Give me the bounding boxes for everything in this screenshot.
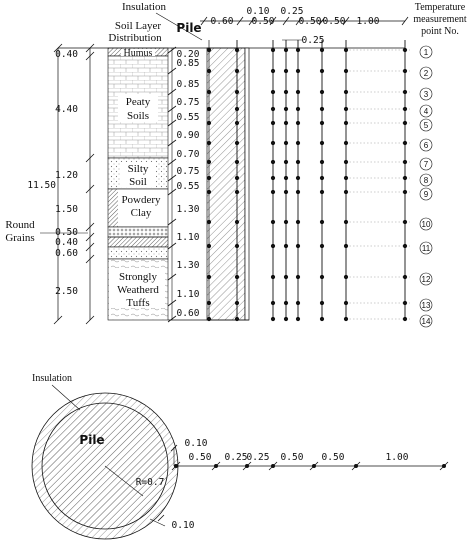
peaty-label-2: Soils: [126, 110, 150, 122]
radius-label: R=0.7: [135, 477, 165, 488]
sensor-dot: [284, 90, 288, 94]
tuffs-label-3: Tuffs: [126, 297, 150, 309]
sensor-dot: [403, 220, 407, 224]
plan-spacing: 0.50: [280, 452, 304, 463]
temp-heading-1: Temperature: [414, 2, 466, 13]
plan-ins-bottom: 0.10: [171, 520, 195, 531]
sensor-dot: [296, 301, 300, 305]
sensor-dot: [207, 69, 211, 73]
sensor-dot: [271, 317, 275, 321]
sensor-dot: [296, 160, 300, 164]
measurement-point-labels: [420, 46, 432, 327]
sensor-dot: [235, 160, 239, 164]
interval-label: 0.70: [176, 149, 200, 160]
sensor-dot: [207, 107, 211, 111]
sensor-dot: [235, 275, 239, 279]
sensor-dot: [271, 176, 275, 180]
plan-spacing-labels: [189, 452, 409, 463]
sensor-dot: [320, 190, 324, 194]
interval-label: 0.55: [176, 112, 200, 123]
plan-spacing: 0.25: [224, 452, 248, 463]
sensor-dot: [403, 107, 407, 111]
spacing-060: 0.60: [210, 16, 234, 27]
sensor-dot: [320, 301, 324, 305]
sensor-dot: [344, 90, 348, 94]
sensor-dot: [344, 220, 348, 224]
sensor-dot: [284, 275, 288, 279]
sensor-dot: [344, 69, 348, 73]
spacing-100: 1.00: [356, 16, 380, 27]
point-number: 10: [421, 220, 431, 229]
soil-column: [108, 48, 168, 320]
total-depth-value: 11.50: [27, 180, 56, 191]
sensor-dot: [207, 160, 211, 164]
sensor-dot: [403, 48, 407, 52]
sensor-dot: [403, 160, 407, 164]
sensor-dot: [207, 141, 211, 145]
interval-label: 1.30: [176, 260, 200, 271]
sensor-dot: [235, 317, 239, 321]
sensor-dot: [403, 244, 407, 248]
thickness-silty: 1.20: [55, 170, 78, 181]
sensor-dot: [235, 90, 239, 94]
sensor-dot: [320, 244, 324, 248]
thickness-040: 0.40: [55, 237, 78, 248]
sensor-dot: [284, 317, 288, 321]
sensor-dot: [284, 160, 288, 164]
sensor-dot: [235, 244, 239, 248]
sensor-dot: [271, 220, 275, 224]
sensor-dot: [344, 160, 348, 164]
clay-label-1: Powdery: [121, 194, 161, 206]
sensor-dot: [403, 190, 407, 194]
point-number: 1: [423, 48, 429, 57]
sensor-dot: [344, 176, 348, 180]
sensor-dot: [271, 48, 275, 52]
plan-spacing: 1.00: [385, 452, 409, 463]
sensor-dot: [207, 176, 211, 180]
round-grains-label-1: Round: [5, 219, 35, 231]
sensor-dot: [344, 244, 348, 248]
sensor-dot: [320, 48, 324, 52]
sensor-dot: [271, 160, 275, 164]
interval-label: 0.60: [176, 308, 200, 319]
sensor-dot: [271, 141, 275, 145]
sensor-dot: [403, 176, 407, 180]
spacing-050a: 0.50: [251, 16, 275, 27]
sensor-dot: [271, 244, 275, 248]
sensor-dot: [403, 141, 407, 145]
sensor-dot: [235, 107, 239, 111]
thickness-grains: 0.50: [55, 227, 78, 238]
sensor-dot: [344, 301, 348, 305]
sensor-dot: [403, 90, 407, 94]
thickness-060: 0.60: [55, 248, 78, 259]
tuffs-label-2: Weatherd: [117, 284, 159, 296]
spacing-050c: 0.50: [322, 16, 346, 27]
pile-insulation: [245, 48, 249, 320]
interval-label: 0.75: [176, 97, 200, 108]
thickness-tuffs: 2.50: [55, 286, 78, 297]
point-number: 7: [423, 160, 429, 169]
sensor-dot: [284, 190, 288, 194]
sensor-dot: [320, 90, 324, 94]
interval-labels: [177, 49, 200, 319]
interval-label: 0.55: [176, 181, 200, 192]
silty-label-2: Soil: [129, 176, 147, 188]
sensor-dot: [296, 275, 300, 279]
sensor-dot: [344, 107, 348, 111]
sensor-dot: [320, 121, 324, 125]
sensor-dot: [320, 317, 324, 321]
point-number: 3: [423, 90, 429, 99]
sensor-dot: [284, 48, 288, 52]
interval-label: 0.90: [176, 130, 200, 141]
sensor-dot: [296, 244, 300, 248]
sensor-dot: [320, 141, 324, 145]
sensor-dot: [207, 121, 211, 125]
point-number: 9: [423, 190, 429, 199]
sensor-dot: [207, 275, 211, 279]
interval-label: 1.10: [176, 232, 200, 243]
sensor-dot: [296, 190, 300, 194]
sensor-dot: [235, 48, 239, 52]
sensor-dot: [235, 141, 239, 145]
sensor-dot: [344, 317, 348, 321]
sensor-dot: [271, 190, 275, 194]
sensor-dot: [271, 107, 275, 111]
sensor-dot: [403, 275, 407, 279]
sensor-dot: [235, 301, 239, 305]
sensor-dot: [235, 69, 239, 73]
sensor-dot: [296, 317, 300, 321]
sensor-dot: [235, 190, 239, 194]
sensor-dot: [296, 220, 300, 224]
sensor-dot: [284, 301, 288, 305]
sensor-dot: [271, 121, 275, 125]
sensor-dot: [344, 275, 348, 279]
soil-distribution-heading: Distribution: [108, 32, 162, 44]
sensor-dot: [207, 48, 211, 52]
temp-heading-3: point No.: [421, 26, 459, 37]
sensor-dot: [235, 176, 239, 180]
insulation-label-top: Insulation: [122, 1, 166, 13]
plan-spacing: 0.50: [321, 452, 345, 463]
sensor-dot: [207, 301, 211, 305]
pile-heading: Pile: [176, 21, 202, 35]
thickness-clay: 1.50: [55, 204, 78, 215]
point-number: 5: [423, 121, 429, 130]
sensor-dot: [284, 121, 288, 125]
sensor-dot: [320, 107, 324, 111]
sensor-dot: [320, 69, 324, 73]
plan-spacing: 0.25: [246, 452, 270, 463]
sensor-dot: [320, 160, 324, 164]
sensor-dot: [344, 121, 348, 125]
clay-label-2: Clay: [130, 207, 152, 219]
sensor-dot: [284, 107, 288, 111]
point-number: 6: [423, 141, 429, 150]
sensor-dot: [284, 141, 288, 145]
sensor-dot: [296, 107, 300, 111]
sensor-dot: [284, 220, 288, 224]
plan-insulation-label: Insulation: [32, 373, 72, 384]
point-number: 4: [423, 107, 429, 116]
interval-label: 0.85: [176, 58, 200, 69]
sensor-dot: [296, 176, 300, 180]
plan-spacing: 0.50: [188, 452, 212, 463]
plan-ins-top: 0.10: [184, 438, 208, 449]
sensor-dot: [271, 275, 275, 279]
sensor-dot: [296, 69, 300, 73]
point-number: 11: [421, 244, 431, 253]
sensor-dot: [271, 69, 275, 73]
sensor-dot: [320, 176, 324, 180]
spacing-025b: 0.25: [301, 35, 325, 46]
sensor-dot: [403, 121, 407, 125]
sensor-dot: [344, 190, 348, 194]
interval-label: 0.20: [176, 49, 200, 60]
sensor-dot: [403, 69, 407, 73]
point-number: 2: [423, 69, 429, 78]
sensor-dot: [235, 220, 239, 224]
thin-layer-060: [108, 247, 168, 259]
sensor-dot: [284, 244, 288, 248]
point-number: 12: [421, 275, 431, 284]
spacing-010: 0.10: [246, 6, 270, 17]
sensor-dot: [207, 90, 211, 94]
sensor-dot: [207, 317, 211, 321]
temp-heading-2: measurement: [413, 14, 467, 25]
sensor-dot: [344, 48, 348, 52]
round-grains-layer: [108, 227, 168, 237]
thin-layer-040: [108, 237, 168, 247]
interval-label: 0.85: [176, 79, 200, 90]
sensor-dot: [344, 141, 348, 145]
sensor-dot: [403, 317, 407, 321]
tuffs-label-1: Strongly: [119, 271, 157, 283]
thickness-humus: 0.40: [55, 49, 78, 60]
peaty-label-1: Peaty: [125, 96, 151, 108]
point-number: 8: [423, 176, 429, 185]
interval-label: 1.30: [176, 204, 200, 215]
humus-label: Humus: [123, 48, 153, 59]
sensor-grid: [168, 40, 410, 322]
interval-label: 0.75: [176, 166, 200, 177]
thickness-peaty: 4.40: [55, 104, 78, 115]
sensor-dot: [207, 190, 211, 194]
sensor-dot: [235, 121, 239, 125]
sensor-dot: [271, 301, 275, 305]
soil-layer-heading: Soil Layer: [114, 20, 162, 32]
sensor-dot: [296, 141, 300, 145]
sensor-dot: [296, 121, 300, 125]
silty-label-1: Silty: [127, 163, 149, 175]
sensor-dot: [207, 220, 211, 224]
sensor-dot: [284, 69, 288, 73]
sensor-dot: [207, 244, 211, 248]
sensor-dot: [320, 275, 324, 279]
sensor-dot: [403, 301, 407, 305]
spacing-050b: 0.50: [298, 16, 322, 27]
round-grains-label-2: Grains: [5, 232, 35, 244]
point-number: 13: [421, 301, 431, 310]
interval-label: 1.10: [176, 289, 200, 300]
sensor-dot: [296, 48, 300, 52]
sensor-dot: [296, 90, 300, 94]
point-number: 14: [421, 317, 431, 326]
sensor-dot: [271, 90, 275, 94]
sensor-dot: [284, 176, 288, 180]
spacing-025a: 0.25: [280, 6, 304, 17]
plan-pile-label: Pile: [79, 433, 105, 447]
sensor-dot: [320, 220, 324, 224]
pile-body: [207, 48, 245, 320]
